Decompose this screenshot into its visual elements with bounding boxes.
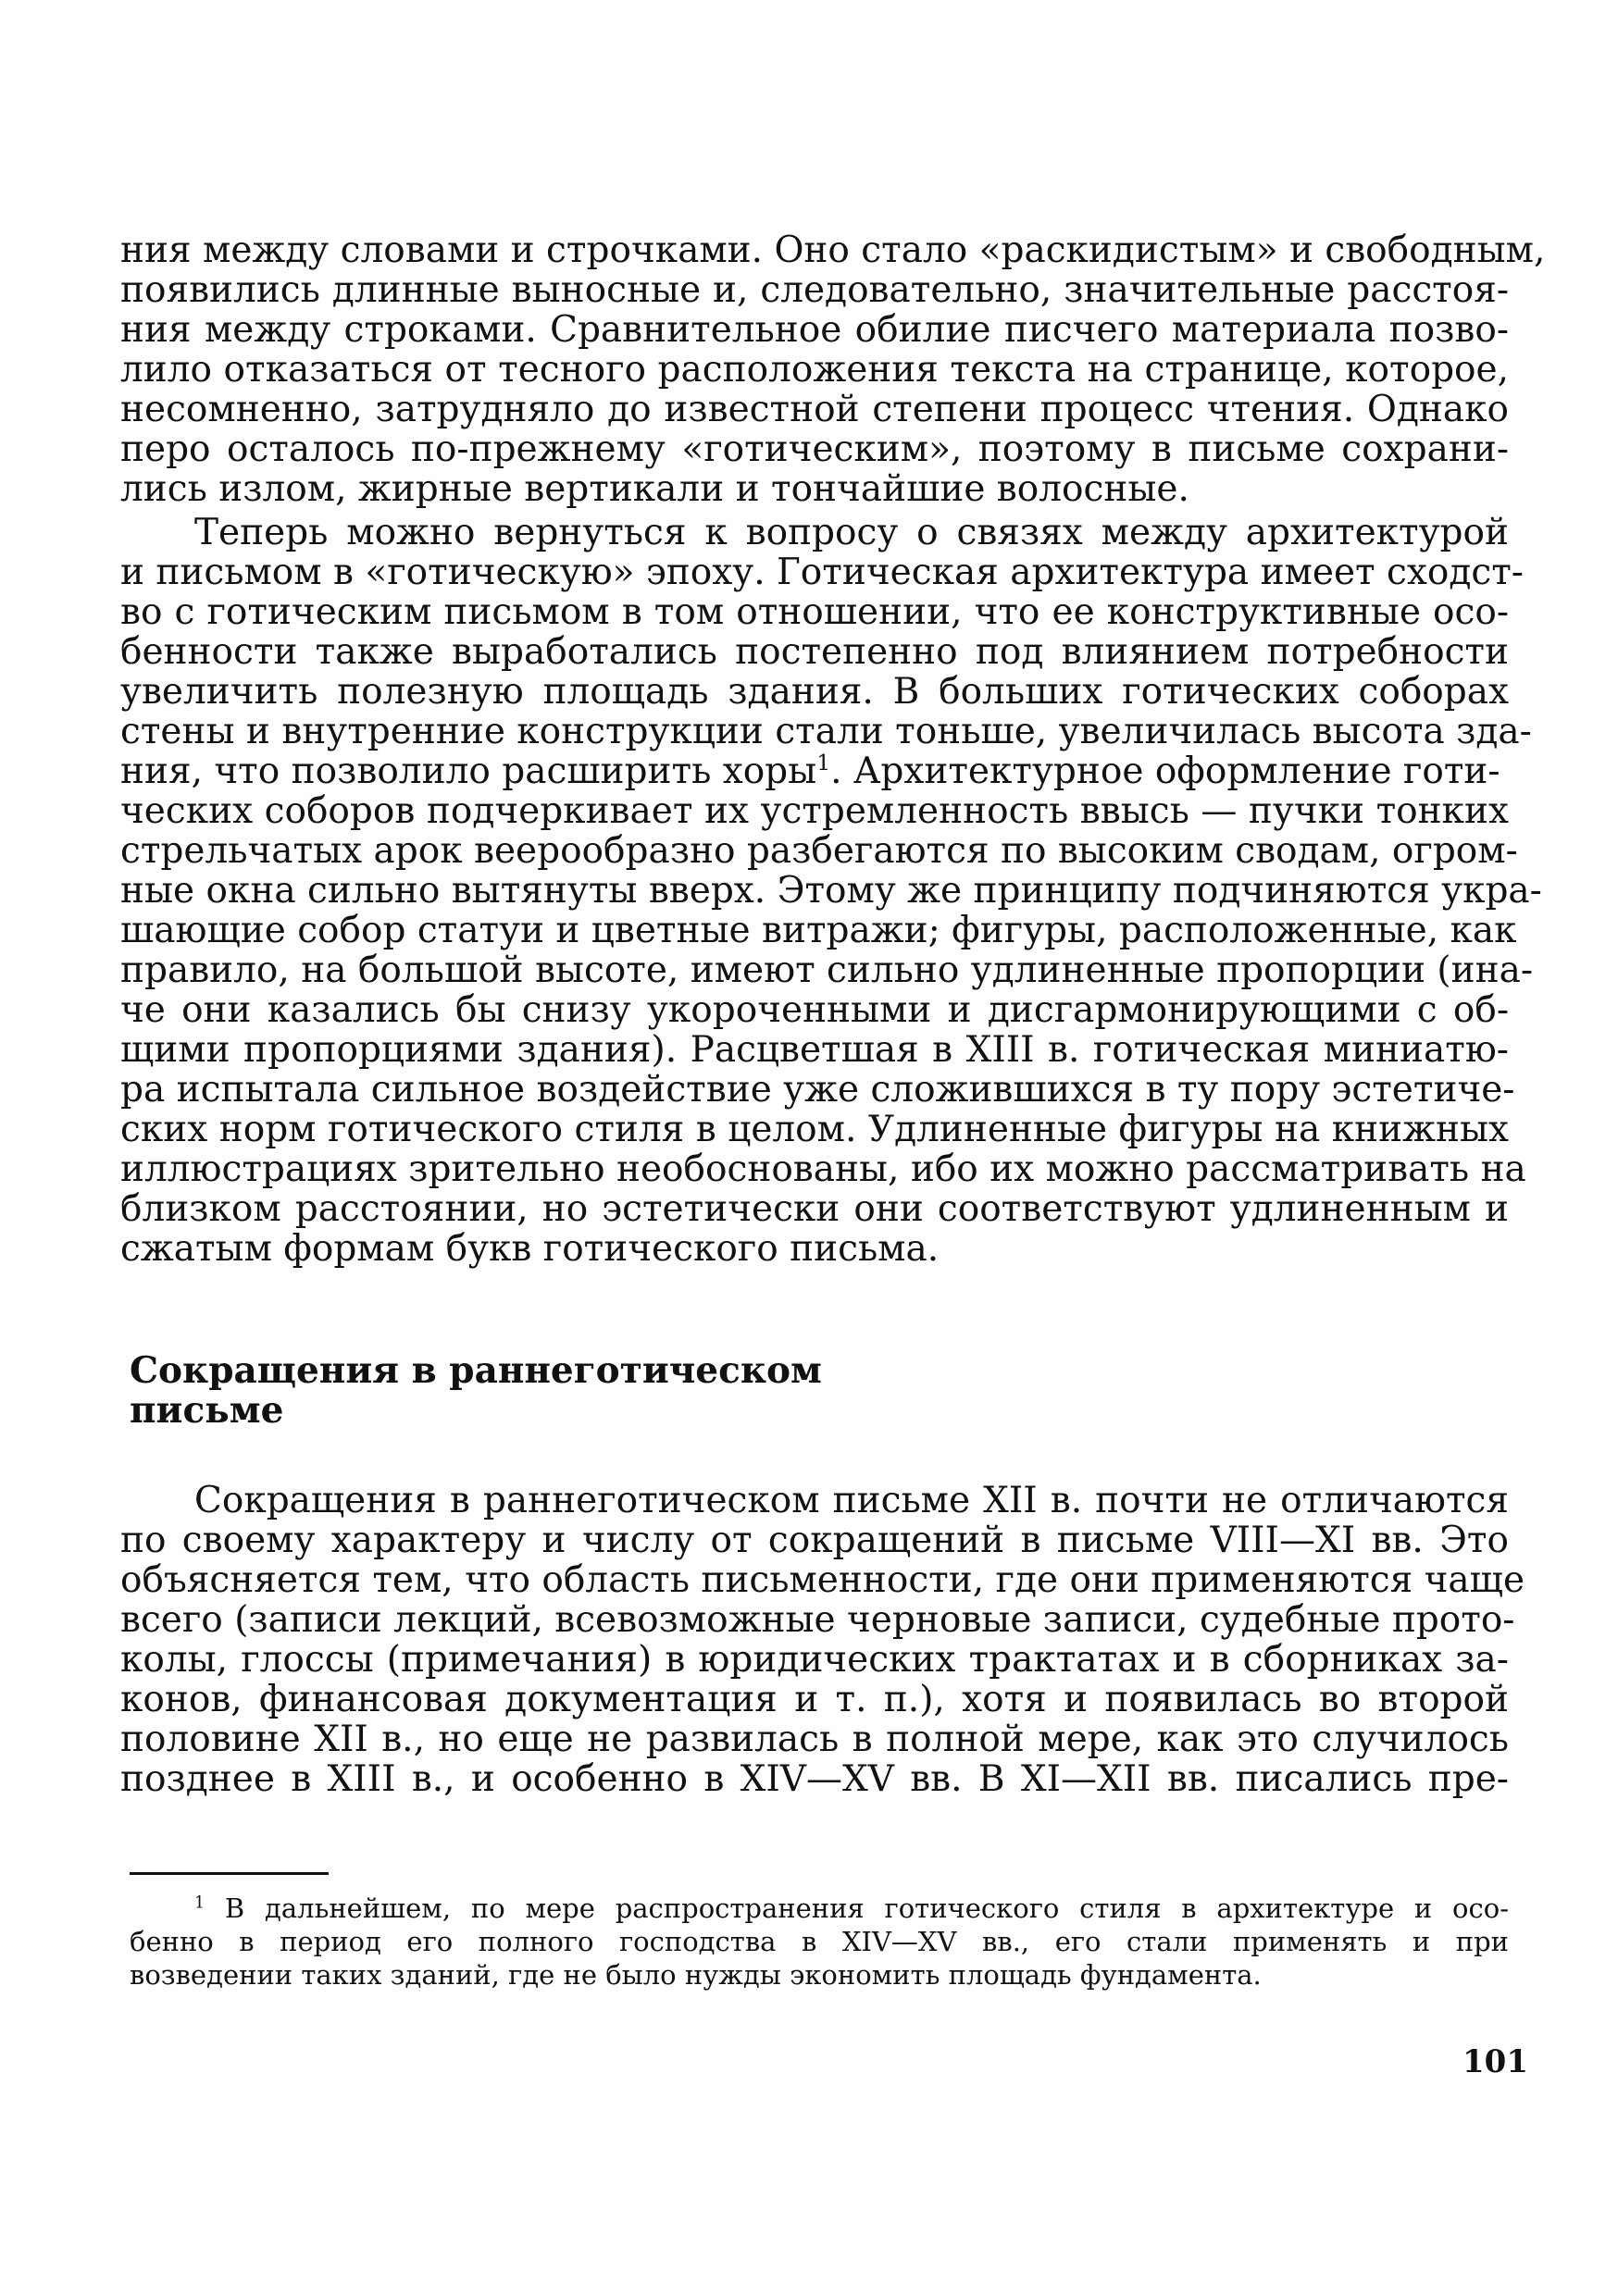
text-line: по своему характеру и числу от сокращений в письме VIII—XI вв. Это xyxy=(120,1520,1509,1561)
text-line: позднее в XIII в., и особенно в XIV—XV вв. В XI—XII вв. писались пре- xyxy=(120,1758,1509,1800)
heading-line: письме xyxy=(130,1389,284,1432)
text-line: всего (записи лекций, всевозможные черновые записи, судебные прото- xyxy=(120,1599,1515,1641)
footnote-line: возведении таких зданий, где не было нужды экономить площадь фундамента. xyxy=(130,1959,1262,1991)
text-segment xyxy=(120,751,1500,793)
text-line: увеличить полезную площадь здания. В больших готических соборах xyxy=(120,671,1509,713)
text-line: объясняется тем, что область письменности, где они применяются чаще xyxy=(120,1559,1525,1601)
text-line: лило отказаться от тесного расположения текста на странице, которое, xyxy=(120,349,1509,391)
text-line: сжатым формам букв готического письма. xyxy=(120,1228,940,1270)
page-number: 101 xyxy=(1462,2043,1528,2080)
text-segment-end: . Архитектурное оформление готи- xyxy=(830,751,1500,792)
footnote-line xyxy=(194,1893,1509,1924)
footnote-first-line xyxy=(194,1893,1509,1924)
text-line: конов, финансовая документация и т. п.), хотя и появилась во второй xyxy=(120,1679,1509,1720)
text-line: ских норм готического стиля в целом. Удлиненные фигуры на книжных xyxy=(120,1109,1509,1150)
text-line: бенности также выработались постепенно под влиянием потребности xyxy=(120,631,1509,673)
text-line: щими пропорциями здания). Расцветшая в XIII в. готическая миниатю- xyxy=(120,1029,1509,1071)
footnote-line: бенно в период его полного господства в XIV—XV вв., его стали применять и при xyxy=(130,1926,1509,1957)
text-line: половине XII в., но еще не развилась в полной мере, как это случилось xyxy=(120,1719,1509,1760)
text-line: ра испытала сильное воздействие уже сложившихся в ту пору эстетиче- xyxy=(120,1069,1515,1111)
text-line: колы, глоссы (примечания) в юридических трактатах и в сборниках за- xyxy=(120,1639,1509,1681)
text-line: иллюстрациях зрительно необоснованы, ибо их можно рассматривать на xyxy=(120,1148,1526,1190)
footnote-separator xyxy=(130,1872,329,1875)
text-line: перо осталось по-прежнему «готическим», поэтому в письме сохрани- xyxy=(120,428,1509,470)
text-line: во с готическим письмом в том отношении, что ее конструктивные осо- xyxy=(120,591,1509,633)
text-line: близком расстоянии, но эстетически они соответствуют удлиненным и xyxy=(120,1188,1509,1230)
footnote-reference: 1 xyxy=(816,750,831,776)
text-line: стены и внутренние конструкции стали тоньше, увеличилась высота зда- xyxy=(120,711,1532,752)
text-line: ния между словами и строчками. Оно стало «раскидистым» и свободным, xyxy=(120,230,1546,271)
text-line: лись излом, жирные вертикали и тончайшие волосные. xyxy=(120,468,1189,510)
text-line: шающие собор статуи и цветные витражи; фигуры, расположенные, как xyxy=(120,910,1517,951)
text-line-with-footnote xyxy=(120,751,1509,793)
text-line: ния между строками. Сравнительное обилие писчего материала позво- xyxy=(120,309,1509,351)
heading-line: Сокращения в раннеготическом xyxy=(130,1349,822,1392)
text-line: ческих соборов подчеркивает их устремленность ввысь — пучки тонких xyxy=(120,790,1509,832)
text-line: стрельчатых арок веерообразно разбегаются по высоким сводам, огром- xyxy=(120,830,1518,872)
text-line: появились длинные выносные и, следовательно, значительные расстоя- xyxy=(120,269,1509,311)
text-line: и письмом в «готическую» эпоху. Готическая архитектура имеет сходст- xyxy=(120,552,1524,593)
text-line: правило, на большой высоте, имеют сильно удлиненные пропорции (ина- xyxy=(120,949,1534,991)
text-line: Теперь можно вернуться к вопросу о связях между архитектурой xyxy=(194,512,1509,553)
text-segment-start: ния, что позволило расширить хоры xyxy=(120,751,817,792)
text-line: че они казались бы снизу укороченными и дисгармонирующими с об- xyxy=(120,989,1509,1031)
text-line: Сокращения в раннеготическом письме XII в. почти не отличаются xyxy=(194,1480,1509,1521)
text-line: несомненно, затрудняло до известной степени процесс чтения. Однако xyxy=(120,389,1509,430)
footnote-marker: 1 xyxy=(194,1893,205,1913)
footnote-text: В дальнейшем, по мере распространения готического стиля в архитектуре и осо- xyxy=(224,1893,1510,1924)
text-line: ные окна сильно вытянуты вверх. Этому же принципу подчиняются укра- xyxy=(120,870,1542,912)
